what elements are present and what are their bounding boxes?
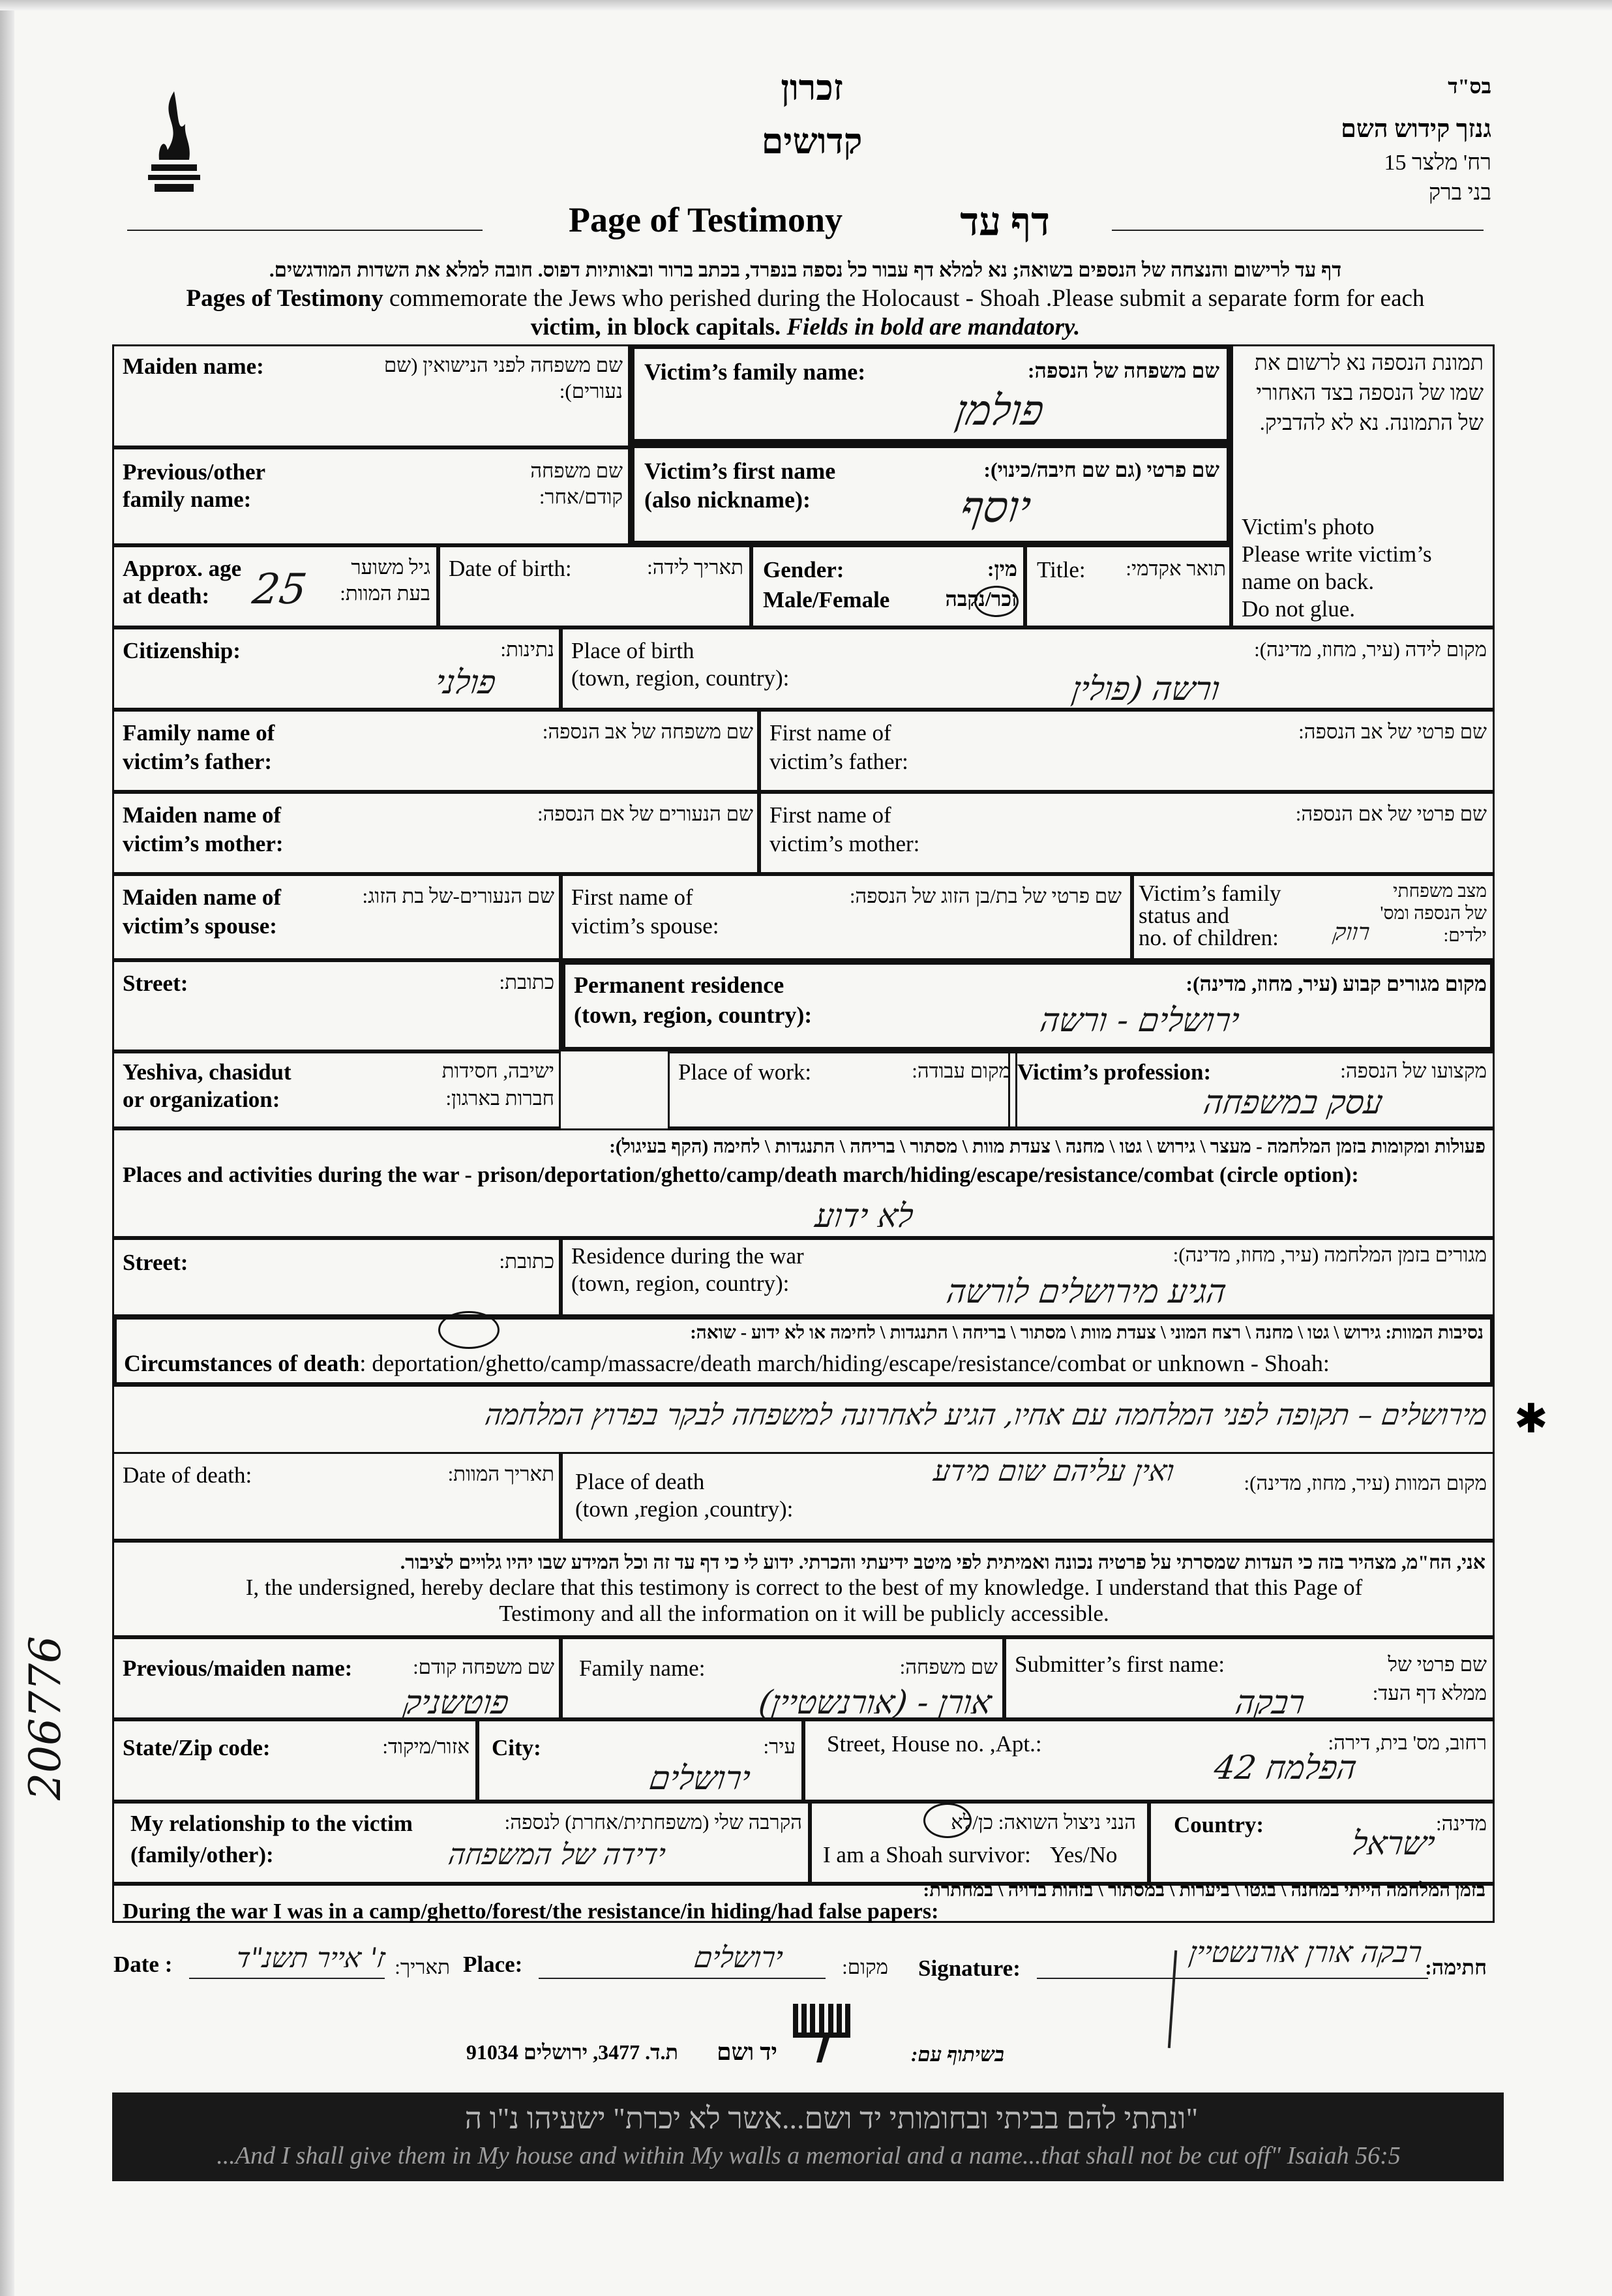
father-first-label-he: שם פרטי של אב הנספה: xyxy=(1298,720,1487,743)
sub-family-label-he: שם משפחה: xyxy=(899,1655,998,1678)
menorah-logo-icon xyxy=(790,2000,853,2065)
place-label-he: מקום: xyxy=(842,1956,888,1978)
place-death-label-1: Place of death xyxy=(575,1469,705,1494)
survivor-label-he: הנני ניצול השואה: כן/לא xyxy=(951,1811,1136,1834)
org-street: רח' מלצר 15 xyxy=(1384,151,1491,175)
relationship-label-he: הקרבה שלי (משפחתית/אחרת) לנספה: xyxy=(504,1811,802,1834)
mother-maiden-label-1: Maiden name of xyxy=(123,802,282,828)
photo-label-4: Do not glue. xyxy=(1242,596,1356,622)
yeshiva-label-2: or organization: xyxy=(123,1087,280,1112)
intro-bold-1: Pages of Testimony xyxy=(186,285,383,312)
profession-label-he: מקצועו של הנספה: xyxy=(1340,1059,1487,1082)
date-line xyxy=(189,1978,385,1979)
relationship-label-2: (family/other): xyxy=(130,1842,274,1867)
yad-vashem-name: יד ושם xyxy=(717,2039,777,2065)
father-first-label-1: First name of xyxy=(769,720,891,746)
family-status-label-he: מצב משפחתי של הנספה ומס' ילדים: xyxy=(1380,881,1487,946)
signature-value: רבקה אורן אורנשטיין xyxy=(1187,1936,1424,1969)
spouse-maiden-label-1: Maiden name of xyxy=(123,884,282,910)
sub-prev-label-he: שם משפחה קודם: xyxy=(413,1655,554,1678)
sub-first-value: רבקה xyxy=(1233,1684,1307,1721)
war-street-label-he: כתובת: xyxy=(499,1250,554,1273)
intro-hebrew: דף עד לרישום והנצחה של הנספים בשואה; נא למלא דף עבור כל נספה בנפרד, בכתב ברור ובאותיות דפוס. חובה למלא את השדות המודגשים. xyxy=(269,258,1342,281)
family-name-value: פולמן xyxy=(952,387,1047,435)
footer-address: ת.ד. 3477, ירושלים 91034 xyxy=(466,2040,678,2064)
birthplace-label-2: (town, region, country): xyxy=(571,665,790,691)
org-name: גנזך קידוש השם xyxy=(1341,115,1491,143)
gender-label-2: Male/Female xyxy=(763,587,890,612)
circumstances-label-bold: Circumstances of death xyxy=(124,1350,360,1376)
previous-name-label-1: Previous/other xyxy=(123,459,266,485)
survivor-label-1: I am a Shoah survivor: xyxy=(823,1842,1031,1867)
circumstances-value: מירושלים – תקופה לפני המלחמה עם אחיו, הגיע לאחרונה למשפחה לבקר בפרוץ המלחמה xyxy=(483,1398,1489,1432)
war-places-label-he: פעולות ומקומות בזמן המלחמה - מעצר \ גירוש \ גטו \ מחנה \ צעדת מוות \ מסתור \ בריחה \ התנגדות \ לחימה (הקף בעיגול): xyxy=(609,1136,1485,1157)
mother-maiden-label-2: victim’s mother: xyxy=(123,831,284,856)
photo-instructions-he: תמונת הנספה נא לרשום את שמו של הנספה בצד האחורי של התמונה. נא לא להדביק. xyxy=(1254,352,1484,435)
residence-value: ירושלים - ורשה xyxy=(1037,1001,1242,1039)
page-title-he: דף עד xyxy=(960,200,1050,243)
date-value: ז' אייר תשנ"ד xyxy=(233,1942,387,1974)
title-rule-left xyxy=(127,230,483,231)
circumstances-label xyxy=(124,1349,1330,1378)
sub-street-value: הפלמח 42 xyxy=(1212,1749,1360,1787)
residence-label-1: Permanent residence xyxy=(574,972,784,998)
during-war-label: During the war I was in a camp/ghetto/forest/the resistance/in hiding/had false papers: xyxy=(123,1899,939,1924)
profession-label: Victim’s profession: xyxy=(1017,1059,1212,1085)
declaration-he: אני, הח"מ, מצהיר בזה כי העדות שמסרתי על פרטיה נכונה ואמיתית לפי מיטב ידיעתי והכרתי. ידוע לי כי דף עד זה וכל המידע שבו יהיו גלויים לציבור. xyxy=(400,1552,1485,1573)
country-value: ישראל xyxy=(1349,1824,1438,1862)
intro-text-2: victim, in block capitals. xyxy=(530,314,781,340)
state-zip-label-he: אזור/מיקוד: xyxy=(382,1735,470,1758)
state-zip-label: State/Zip code: xyxy=(123,1735,271,1760)
yad-vashem-logo xyxy=(790,2000,853,2065)
dob-label-he: תאריך לידה: xyxy=(647,556,743,579)
sub-family-value: אורן - (אורנשטיין) xyxy=(756,1684,994,1721)
family-status-value: רווק xyxy=(1331,919,1371,946)
father-family-label-2: victim’s father: xyxy=(123,749,273,774)
circumstances-label-rest: : deportation/ghetto/camp/massacre/death march/hiding/escape/resistance/combat or unknown - Shoah: xyxy=(359,1350,1330,1376)
page-title: Page of Testimony xyxy=(569,200,843,239)
war-residence-value: הגיע מירושלים לורשה xyxy=(944,1273,1229,1310)
gender-label-he-1: מין: xyxy=(987,557,1017,581)
declaration-en-1: I, the undersigned, hereby declare that this testimony is correct to the best of my knowledge. I understand that this Page of xyxy=(245,1575,1363,1600)
flame-logo-icon xyxy=(138,85,210,202)
kedoshim: קדושים xyxy=(761,122,863,161)
title-rule-right xyxy=(1112,230,1484,231)
father-family-label-he: שם משפחה של אב הנספה: xyxy=(542,720,753,743)
place-line xyxy=(539,1978,826,1979)
sub-prev-value: פוטשניק xyxy=(401,1684,512,1721)
work-label-he: מקום עבודה: xyxy=(912,1059,1011,1082)
place-label: Place: xyxy=(463,1952,523,1977)
title-label-he: תואר אקדמי: xyxy=(1126,557,1226,580)
relationship-value: ידידה של המשפחה xyxy=(446,1838,668,1871)
banner-english: ...And I shall give them in My house and within My walls a memorial and a name...that shall not be cut off" Isaiah 56:5 xyxy=(216,2142,1401,2169)
age-value: 25 xyxy=(249,566,310,614)
margin-number: 206776 xyxy=(20,1636,70,1800)
place-value: ירושלים xyxy=(692,1941,785,1974)
citizenship-label: Citizenship: xyxy=(123,638,241,663)
spouse-first-label-he: שם פרטי של בת/בן הזוג של הנספה: xyxy=(849,884,1122,907)
war-places-value: לא ידוע xyxy=(813,1197,916,1235)
previous-name-label-he: שם משפחה קודם/אחר: xyxy=(530,459,623,508)
family-status-label-2: status and xyxy=(1139,903,1230,928)
street-label: Street: xyxy=(123,971,188,996)
citizenship-label-he: נתינות: xyxy=(500,638,554,661)
shoah-circle xyxy=(438,1311,500,1349)
intro-english-2 xyxy=(130,313,1480,342)
besd: בס"ד xyxy=(1448,74,1491,98)
gender-label-he-2: זכר/נקבה xyxy=(945,587,1017,611)
yeshiva-label-1: Yeshiva, chasidut xyxy=(123,1059,291,1085)
during-war-label-he: בזמן המלחמה הייתי במחנה \ בגטו \ ביערות \ במסתור \ בזהות בדויה \ במחתרת: xyxy=(923,1880,1485,1901)
mother-maiden-label-he: שם הנעורים של אם הנספה: xyxy=(537,802,753,825)
signature-label: Signature: xyxy=(918,1956,1021,1981)
spouse-maiden-label-2: victim’s spouse: xyxy=(123,913,277,939)
city-label-he: עיר: xyxy=(763,1735,796,1758)
sub-family-label: Family name: xyxy=(579,1655,706,1681)
zikaron: זכרון xyxy=(781,68,843,108)
age-label-2: at death: xyxy=(123,583,210,609)
previous-name-label-2: family name: xyxy=(123,487,252,512)
intro-english-1 xyxy=(130,284,1480,313)
father-family-label-1: Family name of xyxy=(123,720,275,746)
gender-label-1: Gender: xyxy=(763,557,844,582)
sub-prev-label: Previous/maiden name: xyxy=(123,1655,353,1681)
photo-label-2: Please write victim’s xyxy=(1242,541,1432,567)
citizenship-value: פולני xyxy=(433,663,499,701)
city-label: City: xyxy=(492,1735,541,1760)
date-label-he: תאריך: xyxy=(395,1956,450,1978)
war-residence-label-1: Residence during the war xyxy=(571,1243,804,1269)
place-death-label-he: מקום המוות (עיר, מחוז, מדינה): xyxy=(1244,1472,1487,1494)
spouse-first-label-2: victim’s spouse: xyxy=(571,913,719,939)
father-first-label-2: victim’s father: xyxy=(769,749,908,774)
place-death-label-2: (town ,region ,country): xyxy=(575,1496,794,1522)
war-residence-label-2: (town, region, country): xyxy=(571,1271,790,1296)
intro-text-1: commemorate the Jews who perished during the Holocaust - Shoah .Please submit a separate form for each xyxy=(389,285,1425,312)
country-label-he: מדינה: xyxy=(1436,1812,1487,1835)
survivor-no-circle xyxy=(923,1803,972,1838)
birthplace-value: ורשה (פולין xyxy=(1069,670,1223,708)
signature-label-he: חתימה: xyxy=(1425,1956,1487,1979)
first-name-label-1: Victim’s first name xyxy=(644,458,836,484)
family-name-label-he: שם משפחה של הנספה: xyxy=(1027,359,1219,382)
first-name-label-2: (also nickname): xyxy=(644,487,811,513)
first-name-label-he: שם פרטי (גם שם חיבה/כינוי): xyxy=(983,458,1219,481)
street-label-he: כתובת: xyxy=(499,971,554,993)
war-street-label: Street: xyxy=(123,1250,188,1275)
date-death-label: Date of death: xyxy=(123,1462,252,1488)
circumstances-label-he: נסיבות המוות: גירוש \ גטו \ מחנה \ רצח המוני \ צעדת מוות \ מסתור \ בריחה \ התנגדות \ לחימה או לא ידוע - שואה: xyxy=(690,1323,1484,1343)
first-name-value: יוסף xyxy=(957,482,1034,532)
cooperation-label: בשיתוף עם: xyxy=(911,2043,1004,2066)
photo-label-3: name on back. xyxy=(1242,569,1375,594)
war-places-label: Places and activities during the war - prison/deportation/ghetto/camp/death march/hiding/escape/resistance/combat (circle option): xyxy=(123,1163,1359,1187)
mother-first-label-he: שם פרטי של אם הנספה: xyxy=(1295,802,1487,825)
family-status-label-3: no. of children: xyxy=(1139,925,1279,950)
photo-box[interactable] xyxy=(1231,344,1495,627)
scan-edge xyxy=(0,0,14,2296)
logo xyxy=(138,85,210,202)
date-death-label-he: תאריך המוות: xyxy=(447,1462,554,1485)
profession-value: עסק במשפחה xyxy=(1201,1083,1386,1121)
org-city: בני ברק xyxy=(1428,181,1491,205)
residence-label-2: (town, region, country): xyxy=(574,1002,813,1028)
age-label-he: גיל משוער בעת המוות: xyxy=(340,556,430,605)
sub-first-label-he: שם פרטי של ממלא דף העד: xyxy=(1372,1653,1487,1704)
mother-first-label-2: victim’s mother: xyxy=(769,831,920,856)
residence-label-he: מקום מגורים קבוע (עיר, מחוז, מדינה): xyxy=(1186,972,1487,995)
yeshiva-label-he-2: חברות בארגון: xyxy=(445,1087,554,1110)
family-name-label: Victim’s family name: xyxy=(644,359,866,385)
declaration-en-2: Testimony and all the information on it will be publicly accessible. xyxy=(499,1601,1109,1626)
sub-street-label-he: רחוב, מס' בית, דירה: xyxy=(1328,1731,1487,1754)
survivor-label-2: Yes/No xyxy=(1050,1842,1118,1867)
family-status-label-1: Victim’s family xyxy=(1139,881,1281,906)
title-label: Title: xyxy=(1037,557,1086,582)
dob-label: Date of birth: xyxy=(449,556,572,581)
gender-circle xyxy=(974,586,1019,617)
sub-first-label: Submitter’s first name: xyxy=(1015,1652,1225,1677)
yeshiva-label-he-1: ישיבה, חסידות xyxy=(441,1059,554,1082)
birthplace-label-he: מקום לידה (עיר, מחוז, מדינה): xyxy=(1254,638,1487,661)
maiden-name-label: Maiden name: xyxy=(123,354,264,379)
scan-top-edge xyxy=(0,0,1612,10)
margin-star: ✱ xyxy=(1514,1395,1548,1442)
place-death-value: ואין עליהם שום מידע xyxy=(931,1455,1176,1488)
city-value: ירושלים xyxy=(647,1759,753,1797)
relationship-label-1: My relationship to the victim xyxy=(130,1811,413,1836)
spouse-maiden-label-he: שם הנעורים-של בת הזוג: xyxy=(362,884,554,907)
date-label: Date : xyxy=(113,1952,173,1977)
maiden-name-label-he: שם משפחה לפני הנישואין (שם נעורים): xyxy=(383,354,623,402)
signature-line xyxy=(1037,1978,1428,1979)
country-label: Country: xyxy=(1174,1812,1264,1837)
age-label-1: Approx. age xyxy=(123,556,242,581)
intro-bold-2: Fields in bold are mandatory. xyxy=(786,314,1081,340)
banner-hebrew: "ונתתי להם בביתי ובחומותי יד ושם...אשר לא יכרת" ישעיהו נ"ו ה xyxy=(464,2102,1199,2135)
war-residence-label-he: מגורים בזמן המלחמה (עיר, מחוז, מדינה): xyxy=(1172,1243,1487,1266)
mother-first-label-1: First name of xyxy=(769,802,891,828)
work-label: Place of work: xyxy=(678,1059,812,1085)
sub-street-label: Street, House no. ,Apt.: xyxy=(827,1731,1042,1757)
spouse-first-label-1: First name of xyxy=(571,884,693,910)
birthplace-label-1: Place of birth xyxy=(571,638,694,663)
photo-label-1: Victim's photo xyxy=(1242,514,1375,539)
